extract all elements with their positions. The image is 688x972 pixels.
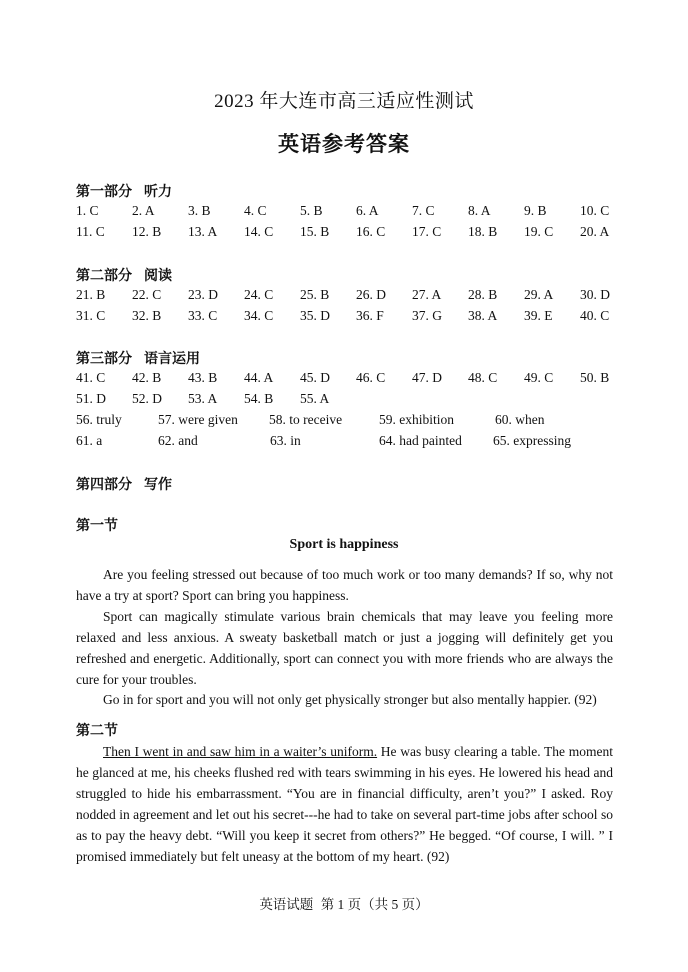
answer-item: 24. C [244,287,274,302]
answer-item: 15. B [300,224,330,239]
answer-item: 46. C [356,370,386,385]
answer-item: 20. A [580,224,610,239]
continuation-paragraph [76,741,613,867]
footer-page-number: 第 1 页（共 5 页） [320,897,429,912]
answer-item: 43. B [188,370,218,385]
answer-item: 58. to receive [269,412,343,427]
answer-item: 54. B [244,391,274,406]
part2-row-1 [76,287,616,307]
continuation-lead-sentence: Then I went in and saw him in a waiter’s uniform. [103,744,378,759]
essay-paragraph-2: Sport can magically stimulate various brain chemicals that may leave you feeling more relaxed and less anxious. A sweaty basketball match or just a jogging will definitely get you refreshed and energetic. Additionally, sport can connect you with more friends who are always the cure for your troubles. [76,609,613,687]
answer-item: 6. A [356,203,379,218]
answer-item: 53. A [188,391,218,406]
part3-heading [76,348,200,368]
answer-item: 65. expressing [493,433,571,448]
answer-item: 21. B [76,287,106,302]
answer-item: 39. E [524,308,553,323]
part1-number: 第一部分 [76,185,132,200]
answer-item: 61. a [76,433,103,448]
answer-item: 45. D [300,370,330,385]
answer-item: 17. C [412,224,442,239]
answer-item: 2. A [132,203,155,218]
answer-item: 52. D [132,391,162,406]
part2-row-2 [76,308,616,328]
part3-row-1 [76,370,616,390]
answer-item: 23. D [188,287,218,302]
answer-item: 51. D [76,391,106,406]
answer-item: 10. C [580,203,610,218]
part3-fill-row-2 [76,433,616,453]
part1-row-2 [76,224,616,244]
part3-fill-row-1 [76,412,616,432]
answer-item: 59. exhibition [379,412,454,427]
answer-item: 50. B [580,370,610,385]
answer-item: 7. C [412,203,435,218]
part1-heading [76,181,172,201]
essay-title: Sport is happiness [289,537,399,552]
part1-row-1 [76,203,616,223]
answer-item: 19. C [524,224,554,239]
exam-title: 2023 年大连市高三适应性测试 [214,91,474,112]
answer-item: 36. F [356,308,384,323]
answer-item: 18. B [468,224,498,239]
answer-item: 9. B [524,203,547,218]
answer-item: 29. A [524,287,554,302]
part4-name: 写作 [144,478,172,493]
continuation-body: He was busy clearing a table. The moment he glanced at me, his cheeks flushed red with tears swimming in his eyes. He lowered his head and struggled to hide his embarrassment. “You are in financial difficulty, aren’t you?” I asked. Roy nodded in agreement and let out his secret---he had to take on several part-time jobs after school so as to pay the heavy debt. “Will you keep it secret from others?” He begged. “Of course, I will. ” I promised immediately but felt uneasy at the bottom of my heart. (92) [76,744,613,864]
answer-item: 63. in [270,433,301,448]
essay-paragraph-1: Are you feeling stressed out because of too much work or too many demands? If so, why not have a try at sport? Sport can bring you happiness. [76,567,613,603]
answer-item: 4. C [244,203,267,218]
section2-label: 第二节 [76,724,118,739]
answer-item: 55. A [300,391,330,406]
answer-item: 8. A [468,203,491,218]
footer-subject: 英语试题 [259,897,314,912]
essay-paragraph-3: Go in for sport and you will not only get physically stronger but also mentally happier. (92) [103,692,597,707]
answer-item: 30. D [580,287,610,302]
answer-item: 41. C [76,370,106,385]
answer-item: 25. B [300,287,330,302]
page-footer [0,893,688,913]
answer-item: 49. C [524,370,554,385]
answer-item: 12. B [132,224,162,239]
answer-key-title: 英语参考答案 [278,132,410,156]
answer-item: 56. truly [76,412,122,427]
answer-item: 48. C [468,370,498,385]
part2-name: 阅读 [144,269,172,284]
answer-item: 31. C [76,308,106,323]
part3-row-2 [76,391,616,411]
answer-item: 35. D [300,308,330,323]
part4-number: 第四部分 [76,478,132,493]
answer-item: 28. B [468,287,498,302]
part1-name: 听力 [144,185,172,200]
answer-item: 57. were given [158,412,238,427]
answer-item: 60. when [495,412,545,427]
answer-item: 32. B [132,308,162,323]
answer-item: 3. B [188,203,211,218]
answer-item: 62. and [158,433,198,448]
part4-heading [76,474,172,494]
section1-label: 第一节 [76,519,118,534]
answer-item: 42. B [132,370,162,385]
answer-item: 5. B [300,203,323,218]
answer-item: 22. C [132,287,162,302]
answer-item: 37. G [412,308,442,323]
answer-item: 33. C [188,308,218,323]
answer-item: 14. C [244,224,274,239]
answer-item: 26. D [356,287,386,302]
part2-number: 第二部分 [76,269,132,284]
part2-heading [76,265,172,285]
part3-name: 语言运用 [144,352,200,367]
answer-item: 64. had painted [379,433,462,448]
answer-item: 38. A [468,308,498,323]
answer-item: 27. A [412,287,442,302]
answer-item: 16. C [356,224,386,239]
answer-item: 11. C [76,224,105,239]
answer-item: 34. C [244,308,274,323]
answer-item: 44. A [244,370,274,385]
answer-item: 40. C [580,308,610,323]
answer-item: 1. C [76,203,99,218]
answer-item: 13. A [188,224,218,239]
part3-number: 第三部分 [76,352,132,367]
answer-item: 47. D [412,370,442,385]
